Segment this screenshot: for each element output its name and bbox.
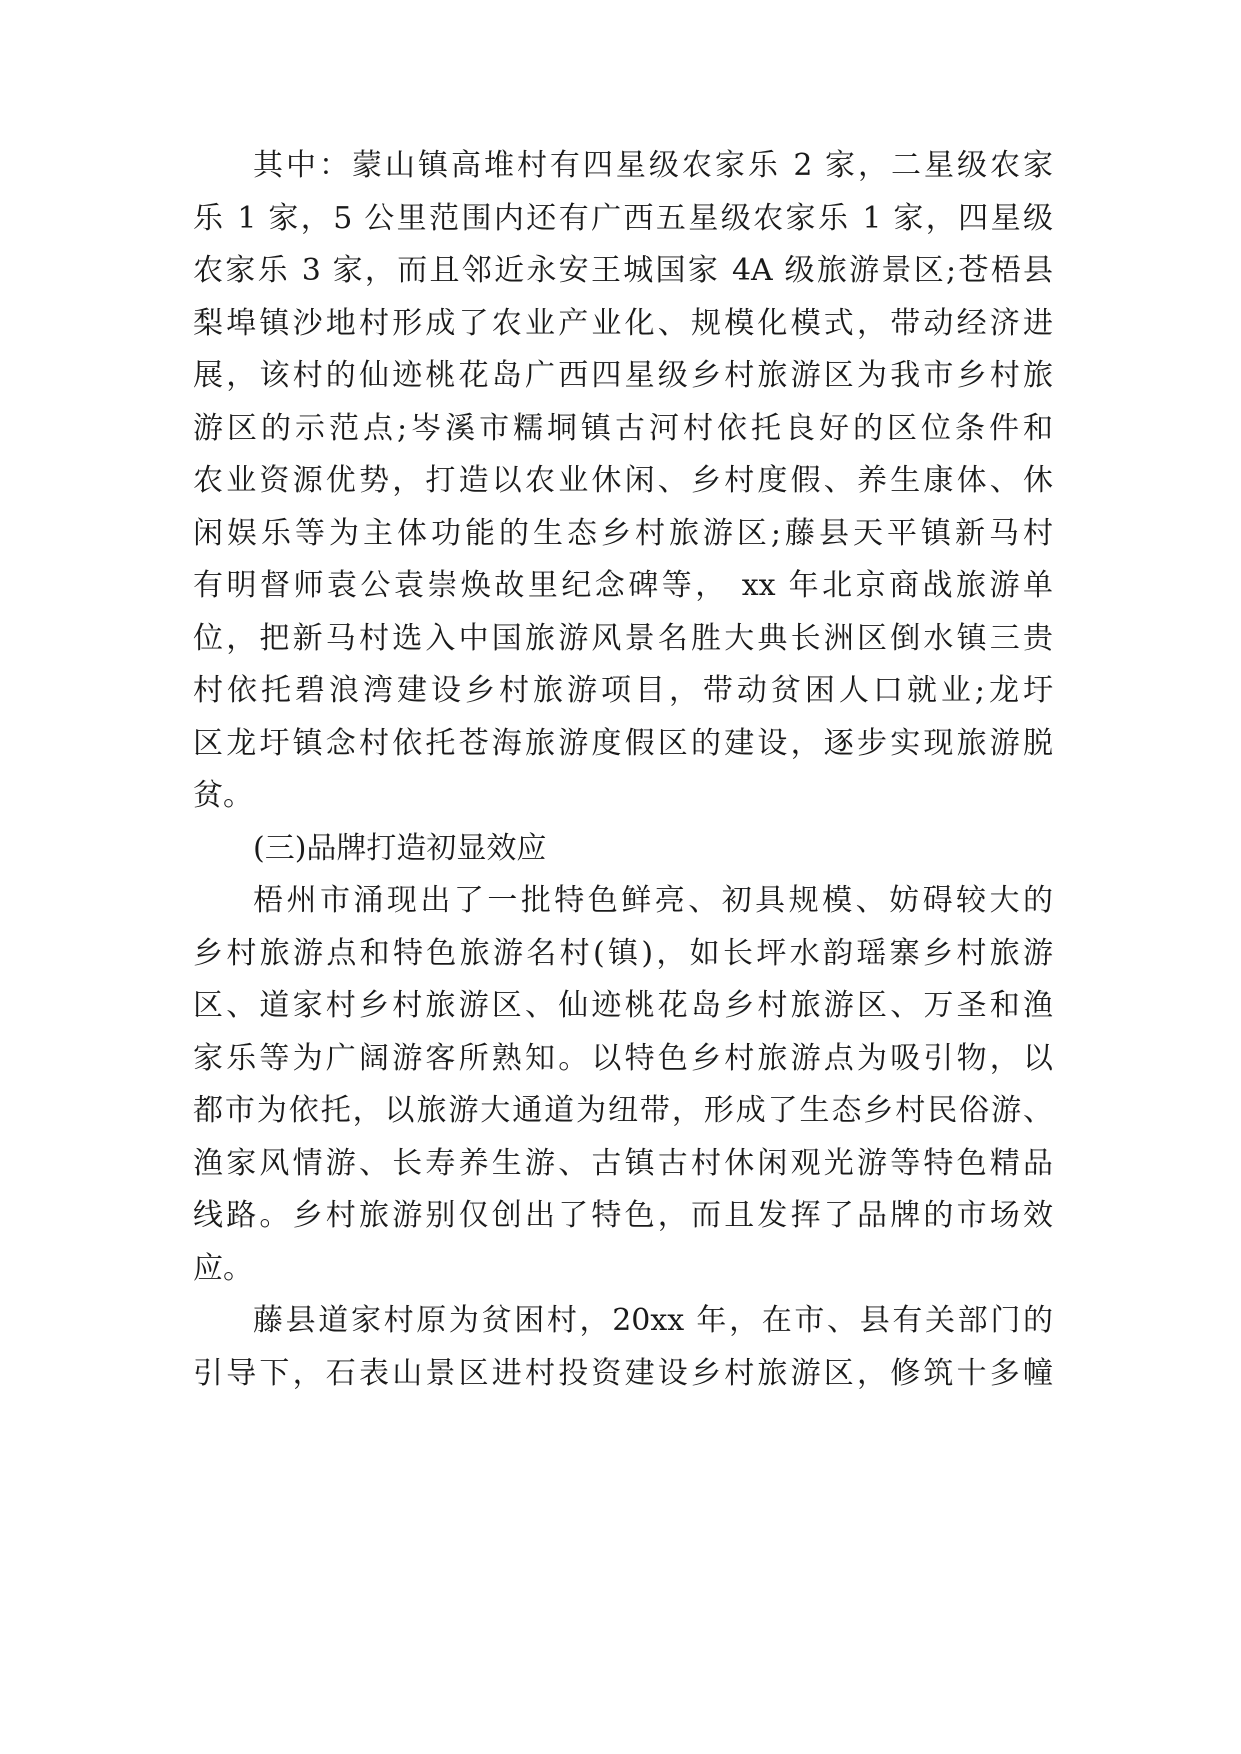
text-line: 区、道家村乡村旅游区、仙迹桃花岛乡村旅游区、万圣和渔 bbox=[193, 988, 1053, 1023]
text-line: 梧州市涌现出了一批特色鲜亮、初具规模、妨碍较大的 bbox=[253, 883, 1053, 918]
text-line: 其中：蒙山镇高堆村有四星级农家乐 2 家，二星级农家 bbox=[253, 148, 1053, 183]
text-line: 游区的示范点;岑溪市糯垌镇古河村依托良好的区位条件和 bbox=[193, 411, 1053, 446]
text-line: 农家乐 3 家，而且邻近永安王城国家 4A 级旅游景区;苍梧县 bbox=[193, 253, 1053, 288]
text-line: 乡村旅游点和特色旅游名村(镇)，如长坪水韵瑶寨乡村旅游 bbox=[193, 936, 1053, 971]
text-line: 梨埠镇沙地村形成了农业产业化、规模化模式，带动经济进 bbox=[193, 306, 1053, 341]
text-line: 家乐等为广阔游客所熟知。以特色乡村旅游点为吸引物，以 bbox=[193, 1041, 1053, 1076]
section-heading: (三)品牌打造初显效应 bbox=[253, 831, 547, 866]
text-line: 有明督师袁公袁崇焕故里纪念碑等， xx 年北京商战旅游单 bbox=[193, 568, 1053, 603]
text-line: 乐 1 家，5 公里范围内还有广西五星级农家乐 1 家，四星级 bbox=[193, 201, 1053, 236]
text-line: 村依托碧浪湾建设乡村旅游项目，带动贫困人口就业;龙圩 bbox=[193, 673, 1053, 708]
text-line: 都市为依托，以旅游大通道为纽带，形成了生态乡村民俗游、 bbox=[193, 1093, 1053, 1128]
text-line: 渔家风情游、长寿养生游、古镇古村休闲观光游等特色精品 bbox=[193, 1146, 1053, 1181]
text-line: 位，把新马村选入中国旅游风景名胜大典长洲区倒水镇三贵 bbox=[193, 621, 1053, 656]
text-line: 闲娱乐等为主体功能的生态乡村旅游区;藤县天平镇新马村 bbox=[193, 516, 1053, 551]
text-line: 展，该村的仙迹桃花岛广西四星级乡村旅游区为我市乡村旅 bbox=[193, 358, 1053, 393]
text-line: 区龙圩镇念村依托苍海旅游度假区的建设，逐步实现旅游脱 bbox=[193, 726, 1053, 761]
text-line: 引导下，石表山景区进村投资建设乡村旅游区，修筑十多幢 bbox=[193, 1356, 1053, 1391]
text-line: 藤县道家村原为贫困村，20xx 年，在市、县有关部门的 bbox=[253, 1303, 1053, 1338]
text-line: 线路。乡村旅游别仅创出了特色，而且发挥了品牌的市场效 bbox=[193, 1198, 1053, 1233]
text-line: 应。 bbox=[193, 1251, 253, 1286]
text-line: 农业资源优势，打造以农业休闲、乡村度假、养生康体、休 bbox=[193, 463, 1053, 498]
text-line: 贫。 bbox=[193, 778, 253, 813]
